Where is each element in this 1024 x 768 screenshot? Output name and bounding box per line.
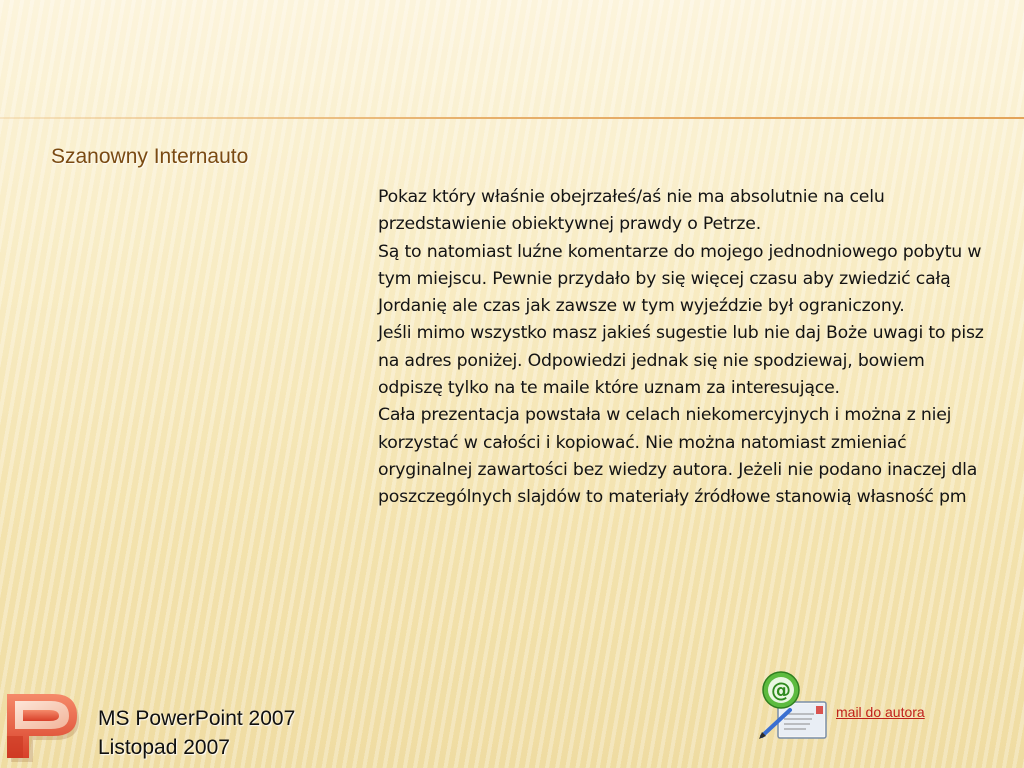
powerpoint-logo-icon	[3, 690, 81, 764]
slide-body	[378, 184, 990, 512]
paragraph-comments: Są to natomiast luźne komentarze do mojego jednodniowego pobytu w tym miejscu. Pewnie przydało by się więcej czasu aby zwiedzić całą Jordanię ale czas jak zawsze w tym wyjeździe był ograniczony.	[378, 241, 982, 317]
paragraph-feedback: Jeśli mimo wszystko masz jakieś sugestie lub nie daj Boże uwagi to pisz na adres poniżej. Odpowiedzi jednak się nie spodziewaj, bowiem odpiszę tylko na te maile które uznam za interesujące.	[378, 323, 984, 399]
footer-software: MS PowerPoint 2007	[98, 707, 296, 730]
paragraph-copyright: Cała prezentacja powstała w celach niekomercyjnych i można z niej korzystać w całości i kopiować. Nie można natomiast zmieniać oryginalnej zawartości bez wiedzy autora. Jeżeli nie podano inaczej dla poszczególnych slajdów to materiały źródłowe stanowią własność pm	[378, 405, 978, 508]
footer-date: Listopad 2007	[98, 736, 230, 759]
header-divider	[0, 117, 1024, 119]
footer-info	[98, 704, 295, 762]
email-at-icon[interactable]	[756, 670, 832, 742]
paragraph-intro: Pokaz który właśnie obejrzałeś/aś nie ma absolutnie na celu przedstawienie obiektywnej prawdy o Petrze.	[378, 187, 885, 235]
svg-text:@: @	[771, 678, 791, 702]
mail-author-link[interactable]: mail do autora	[836, 704, 925, 720]
slide-title: Szanowny Internauto	[51, 145, 249, 168]
